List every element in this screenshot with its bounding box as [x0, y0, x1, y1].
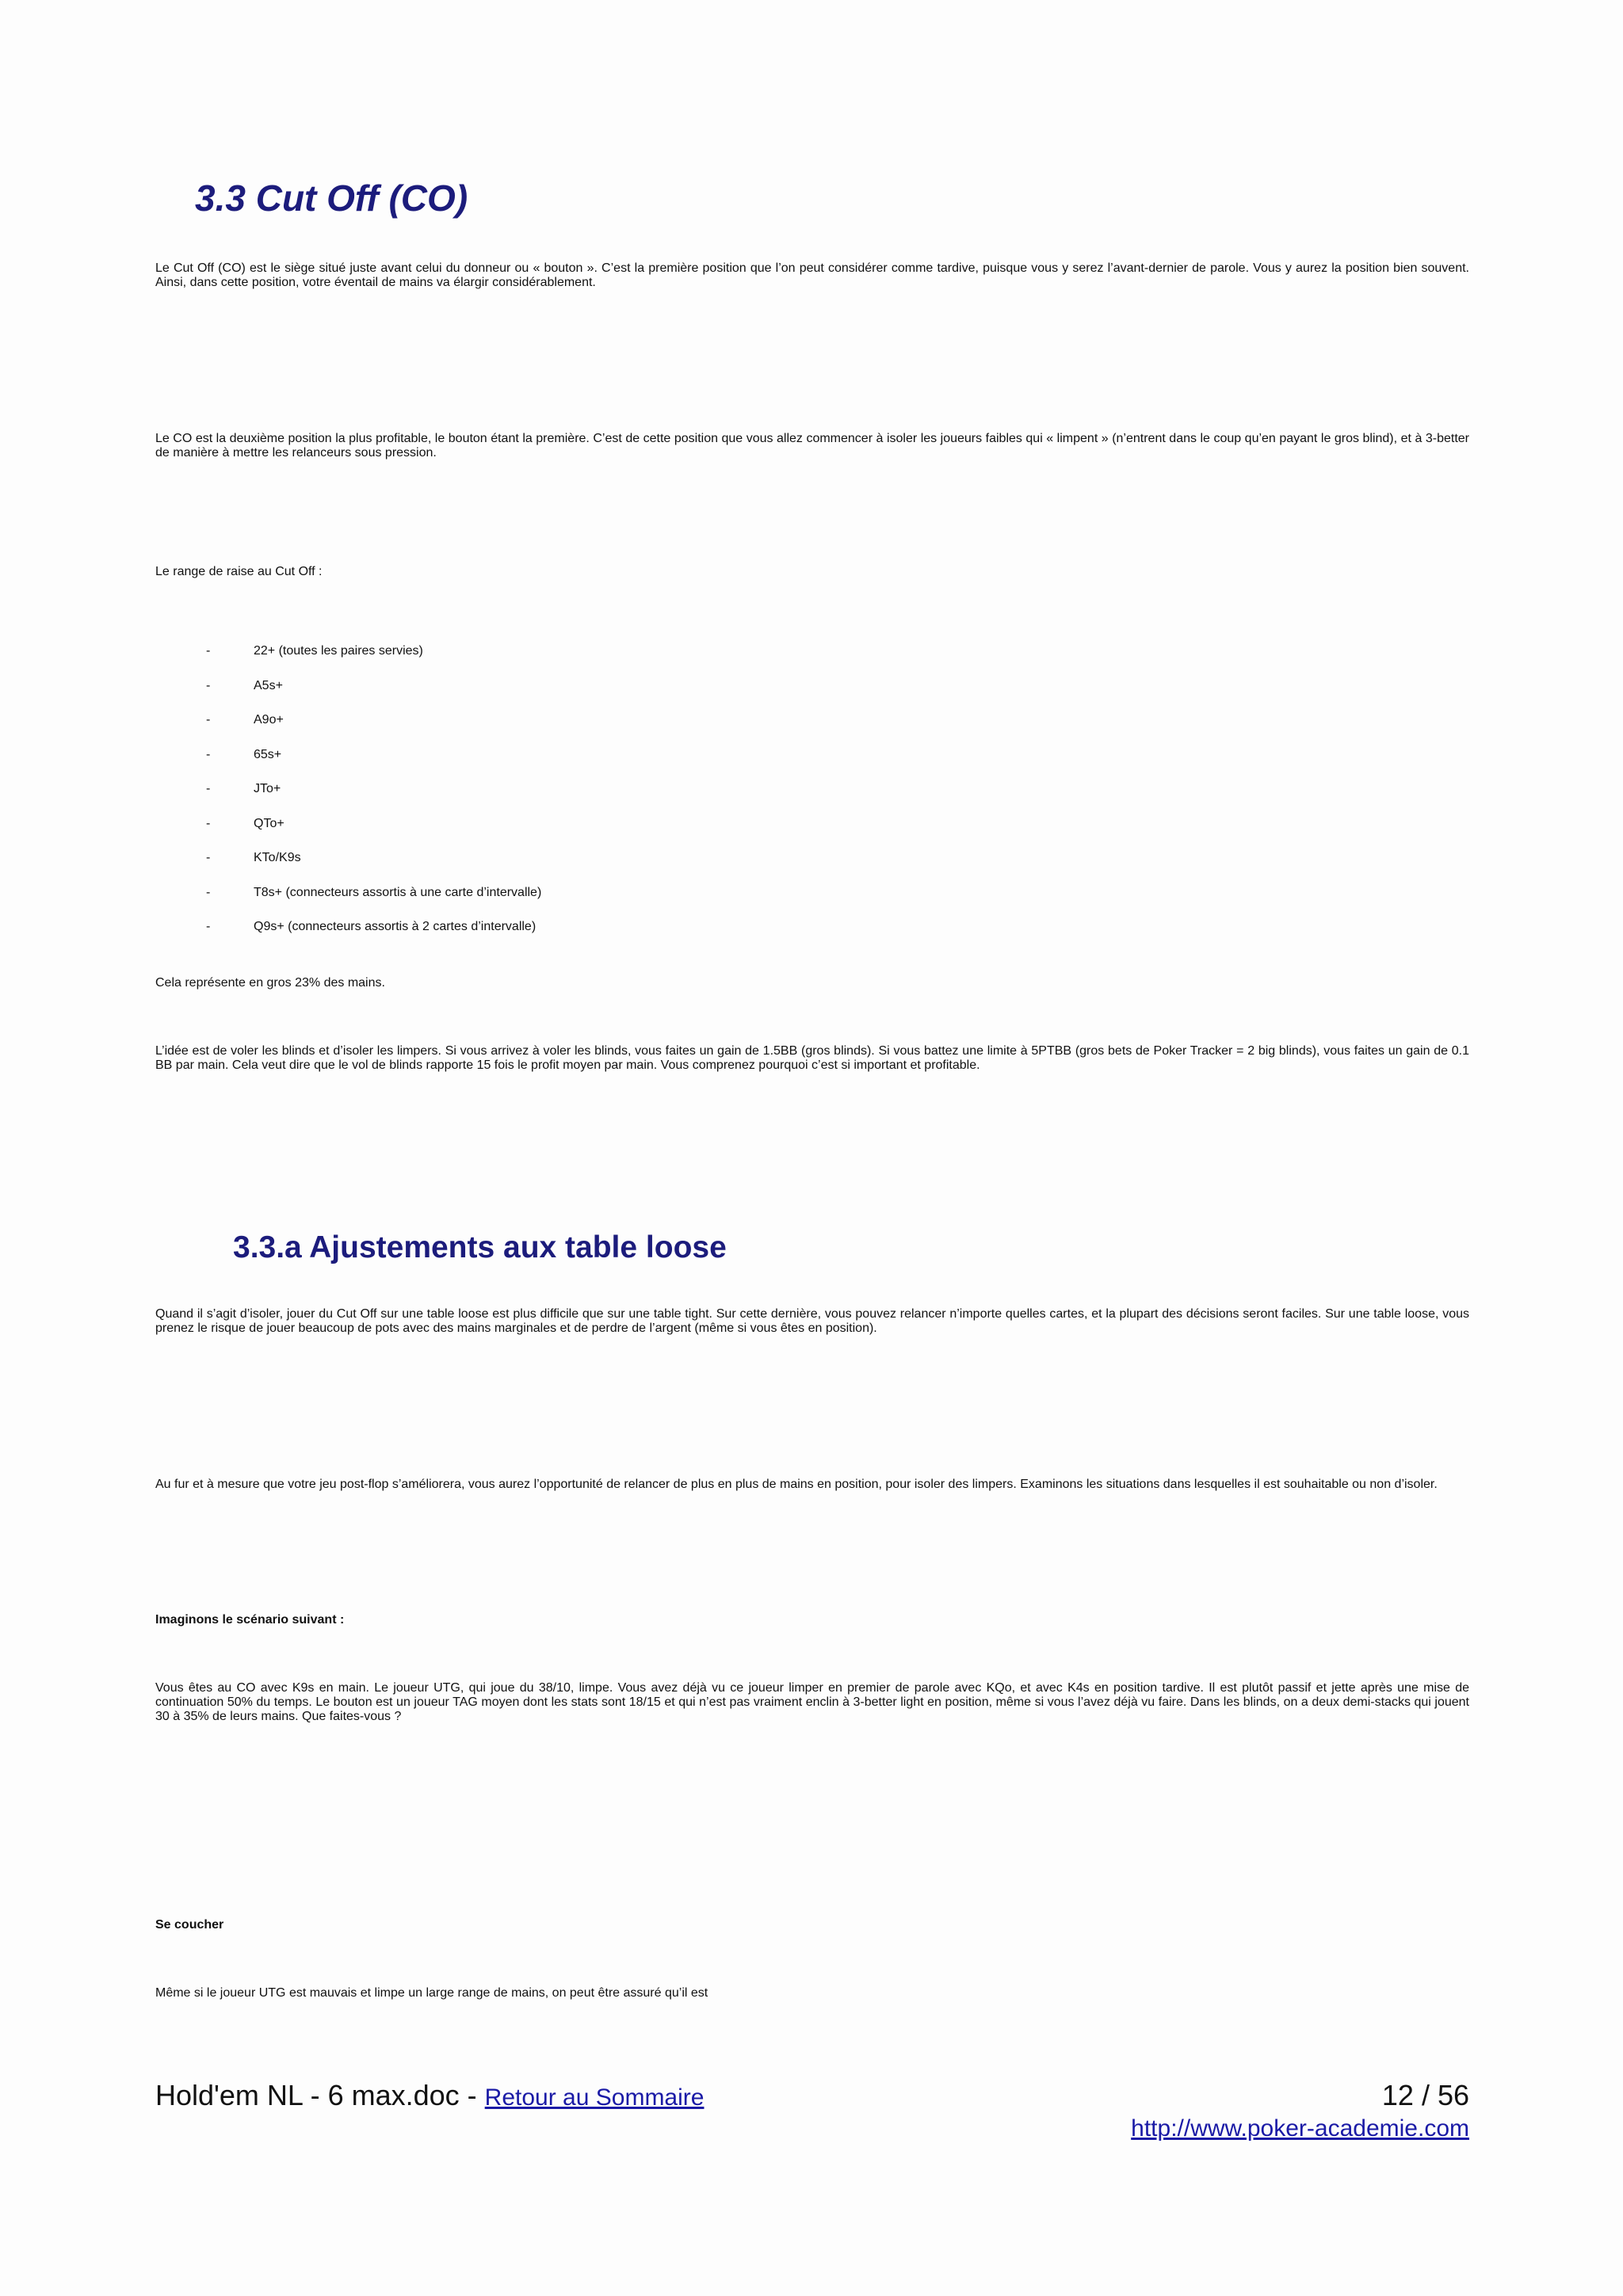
section-heading: 3.3 Cut Off (CO) — [195, 177, 468, 219]
list-item: - JTo+ — [206, 782, 281, 795]
paragraph-loose-table: Quand il s’agit d’isoler, jouer du Cut Off sur une table loose est plus difficile que sur une table tight. Sur cette dernière, vous pouvez relancer n’importe quelles cartes, et la plupart des décisions seront faciles. Sur une table loose, vous prenez le risque de jouer beaucoup de pots avec des mains marginales et de perdre de l’argent (même si vous êtes en position). — [155, 1307, 1469, 1335]
footer-doc-name: Hold'em NL - 6 max.doc - — [155, 2079, 485, 2111]
website-link[interactable]: http://www.poker-academie.com — [1131, 2115, 1469, 2142]
answer-heading: Se coucher — [155, 1918, 224, 1932]
list-item: - A9o+ — [206, 713, 284, 727]
list-item: - 22+ (toutes les paires servies) — [206, 644, 423, 658]
raise-range-list — [155, 634, 1265, 944]
scenario-heading: Imaginons le scénario suivant : — [155, 1613, 345, 1627]
paragraph-postflop: Au fur et à mesure que votre jeu post-flop s’améliorera, vous aurez l’opportunité de relancer de plus en plus de mains en position, pour isoler des limpers. Examinons les situations dans lesquelles il est souhaitable ou non d’isoler. — [155, 1478, 1438, 1491]
back-to-summary-link[interactable]: Retour au Sommaire — [484, 2084, 705, 2111]
paragraph-intro: Le Cut Off (CO) est le siège situé juste avant celui du donneur ou « bouton ». C’est la première position que l’on peut considérer comme tardive, puisque vous y serez l’avant-dernier de parole. Vous y aurez la position bien souvent. Ainsi, dans cette position, votre éventail de mains va élargir considérablement. — [155, 261, 1469, 289]
paragraph-answer: Même si le joueur UTG est mauvais et limpe un large range de mains, on peut être assuré qu’il est — [155, 1986, 708, 2000]
paragraph-range-intro: Le range de raise au Cut Off : — [155, 565, 323, 578]
list-item: - KTo/K9s — [206, 851, 301, 864]
paragraph-percentage: Cela représente en gros 23% des mains. — [155, 976, 385, 990]
list-item: - T8s+ (connecteurs assortis à une carte d’intervalle) — [206, 885, 542, 899]
footer-doc-info — [155, 2079, 704, 2112]
list-item: - Q9s+ (connecteurs assortis à 2 cartes d’intervalle) — [206, 920, 537, 933]
list-item: - QTo+ — [206, 816, 285, 830]
paragraph-scenario: Vous êtes au CO avec K9s en main. Le joueur UTG, qui joue du 38/10, limpe. Vous avez déjà vu ce joueur limper en premier de parole avec KQo, et avec K4s en position tardive. Il est plutôt passif et jette après une mise de continuation 50% du temps. Le bouton est un joueur TAG moyen dont les stats sont 18/15 et qui n’est pas vraiment enclin à 3-better light en position, même si vous l’avez déjà vu faire. Dans les blinds, on a deux demi-stacks qui jouent 30 à 35% de leurs mains. Que faites-vous ? — [155, 1681, 1469, 1723]
page-number: 12 / 56 — [1381, 2079, 1469, 2111]
subsection-heading: 3.3.a Ajustements aux table loose — [233, 1230, 727, 1264]
list-item: - 65s+ — [206, 747, 282, 761]
list-item: - A5s+ — [206, 678, 283, 692]
paragraph-blind-stealing: L’idée est de voler les blinds et d’isoler les limpers. Si vous arrivez à voler les blinds, vous faites un gain de 1.5BB (gros blinds). Si vous battez une limite à 5PTBB (gros bets de Poker Tracker = 2 big blinds), vous faites un gain de 0.1 BB par main. Cela veut dire que le vol de blinds rapporte 15 fois le profit moyen par main. Vous comprenez pourquoi c’est si important et profitable. — [155, 1044, 1469, 1072]
paragraph-profitability: Le CO est la deuxième position la plus profitable, le bouton étant la première. C’est de cette position que vous allez commencer à isoler les joueurs faibles qui « limpent » (n’entrent dans le coup qu’en payant le gros blind), et à 3-better de manière à mettre les relanceurs sous pression. — [155, 432, 1469, 460]
